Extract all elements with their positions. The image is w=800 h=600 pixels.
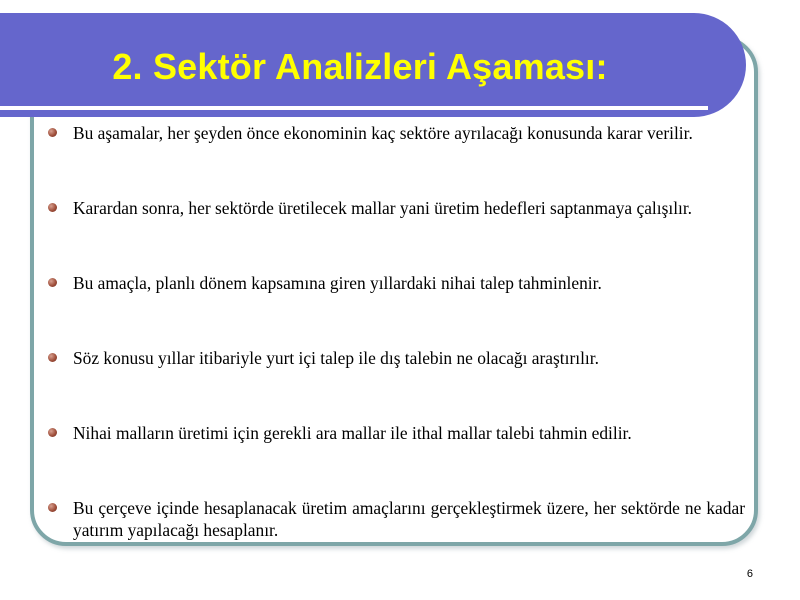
bullet-item — [48, 497, 745, 572]
page-number: 6 — [746, 568, 753, 580]
bullet-item — [48, 197, 745, 272]
bullet-text: Bu aşamalar, her şeyden önce ekonominin kaç sektöre ayrılacağı konusunda karar verilir. — [73, 123, 693, 143]
bullet-text: Bu amaçla, planlı dönem kapsamına giren yıllardaki nihai talep tahminlenir. — [73, 273, 602, 293]
slide-title: 2. Sektör Analizleri Aşaması: — [112, 46, 608, 87]
bullet-item — [48, 422, 745, 497]
bullet-dot-icon — [48, 128, 57, 137]
bullet-dot-icon — [48, 203, 57, 212]
bullet-item — [48, 272, 745, 347]
bullet-text: Söz konusu yıllar itibariyle yurt içi talep ile dış talebin ne olacağı araştırılır. — [73, 348, 599, 368]
bullet-text: Karardan sonra, her sektörde üretilecek mallar yani üretim hedefleri saptanmaya çalışılır. — [73, 198, 693, 218]
bullet-text: Bu çerçeve içinde hesaplanacak üretim amaçlarını gerçekleştirmek üzere, her sektörde ne kadar yatırım yapılacağı hesaplanır. — [73, 498, 745, 540]
bullet-item — [48, 122, 745, 197]
bullet-dot-icon — [48, 353, 57, 362]
bullet-item — [48, 347, 745, 422]
bullet-dot-icon — [48, 503, 57, 512]
bullet-text: Nihai malların üretimi için gerekli ara mallar ile ithal mallar talebi tahmin edilir. — [73, 423, 632, 443]
bullet-dot-icon — [48, 428, 57, 437]
bullet-list — [48, 122, 745, 572]
bullet-dot-icon — [48, 278, 57, 287]
